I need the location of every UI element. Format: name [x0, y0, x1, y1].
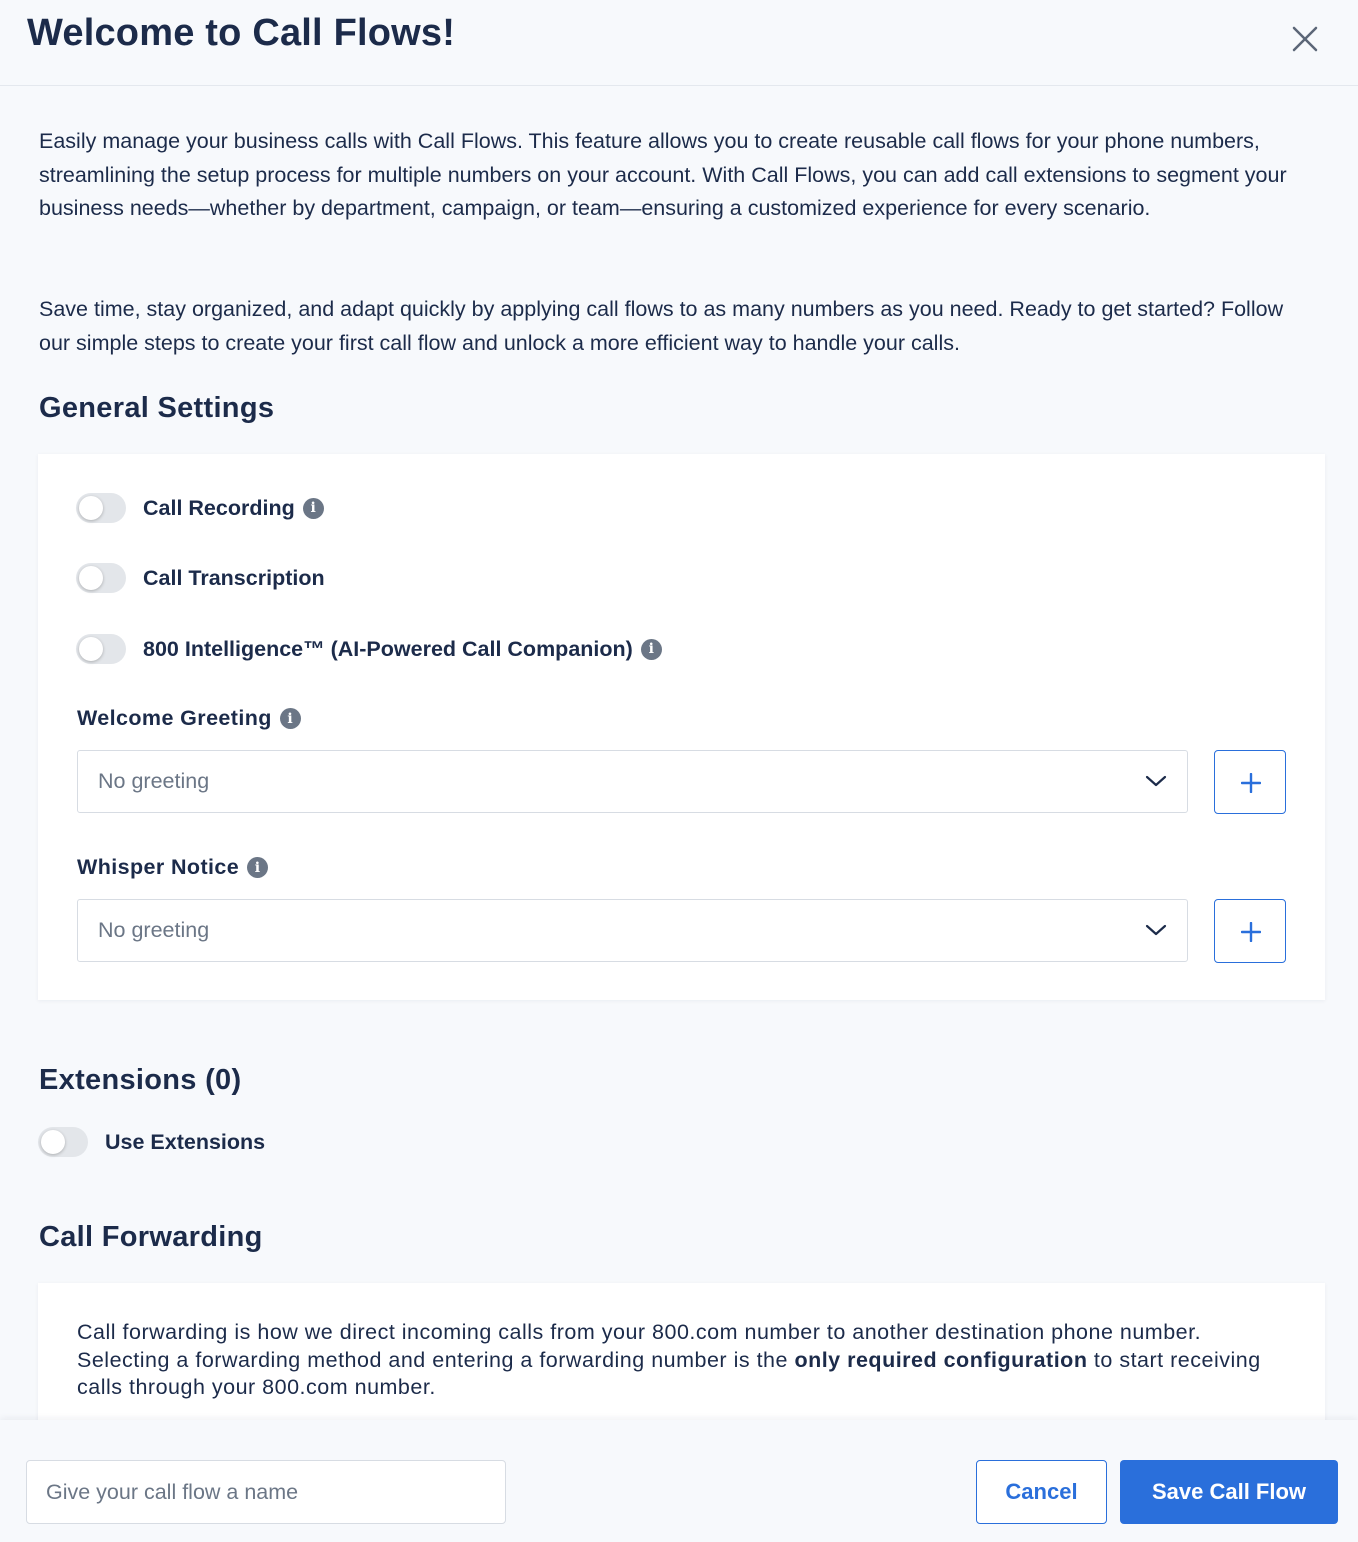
- plus-icon: [1241, 922, 1261, 942]
- intelligence-row: [76, 632, 662, 666]
- call-transcription-row: [76, 561, 325, 595]
- add-welcome-greeting-button[interactable]: [1214, 750, 1286, 814]
- intelligence-label: 800 Intelligence™ (AI-Powered Call Companion): [143, 636, 633, 661]
- modal-title: Welcome to Call Flows!: [27, 12, 456, 54]
- chevron-down-icon: [1145, 773, 1167, 789]
- use-extensions-row: [38, 1125, 265, 1159]
- info-icon[interactable]: i: [303, 498, 324, 519]
- welcome-greeting-select[interactable]: [77, 750, 1188, 813]
- call-transcription-label: Call Transcription: [143, 565, 325, 590]
- intro-paragraph-2: Save time, stay organized, and adapt quickly by applying call flows to as many numbers as you need. Ready to get started? Follow our simple steps to create your first call flow and unlock a more efficient way to handle your calls.: [39, 297, 1284, 355]
- modal-header: [0, 0, 1358, 86]
- call-forwarding-description: Call forwarding is how we direct incoming calls from your 800.com number to another destination phone number. Selecting a forwarding method and entering a forwarding number is the only required configuration to start receiving calls through your 800.com number.: [77, 1320, 1261, 1399]
- save-call-flow-button[interactable]: Save Call Flow: [1120, 1460, 1338, 1524]
- close-button[interactable]: [1288, 22, 1322, 56]
- call-recording-label: Call Recording: [143, 495, 295, 520]
- call-forwarding-title: Call Forwarding: [39, 1221, 263, 1253]
- modal-body[interactable]: [0, 86, 1358, 1420]
- whisper-notice-label: [77, 855, 268, 880]
- general-settings-title: General Settings: [39, 392, 275, 424]
- info-icon[interactable]: i: [641, 639, 662, 660]
- whisper-notice-value: No greeting: [98, 918, 210, 942]
- modal-footer: [0, 1420, 1358, 1542]
- welcome-greeting-label: [77, 706, 301, 731]
- extensions-title: Extensions (0): [39, 1064, 242, 1096]
- whisper-notice-select[interactable]: [77, 899, 1188, 962]
- intro-paragraph-1: Easily manage your business calls with Call Flows. This feature allows you to create reusable call flows for your phone numbers, streamlining the setup process for multiple numbers on your account. With Call Flows, you can add call extensions to segment your business needs—whether by department, campaign, or team—ensuring a customized experience for every scenario.: [39, 129, 1287, 220]
- whisper-notice-label-text: Whisper Notice: [77, 855, 240, 879]
- use-extensions-toggle[interactable]: [38, 1127, 88, 1157]
- use-extensions-label: Use Extensions: [105, 1129, 266, 1154]
- chevron-down-icon: [1145, 922, 1167, 938]
- welcome-greeting-label-text: Welcome Greeting: [77, 706, 272, 730]
- info-icon[interactable]: i: [247, 857, 268, 878]
- call-transcription-toggle[interactable]: [76, 563, 126, 593]
- call-forwarding-card: [38, 1283, 1325, 1420]
- call-recording-row: [76, 491, 324, 525]
- general-settings-card: [38, 454, 1325, 1000]
- call-flow-name-input[interactable]: [26, 1460, 506, 1524]
- cancel-button[interactable]: Cancel: [976, 1460, 1107, 1524]
- intelligence-toggle[interactable]: [76, 634, 126, 664]
- plus-icon: [1241, 773, 1261, 793]
- add-whisper-notice-button[interactable]: [1214, 899, 1286, 963]
- info-icon[interactable]: i: [280, 708, 301, 729]
- close-icon: [1288, 22, 1322, 56]
- call-recording-toggle[interactable]: [76, 493, 126, 523]
- welcome-greeting-value: No greeting: [98, 769, 210, 793]
